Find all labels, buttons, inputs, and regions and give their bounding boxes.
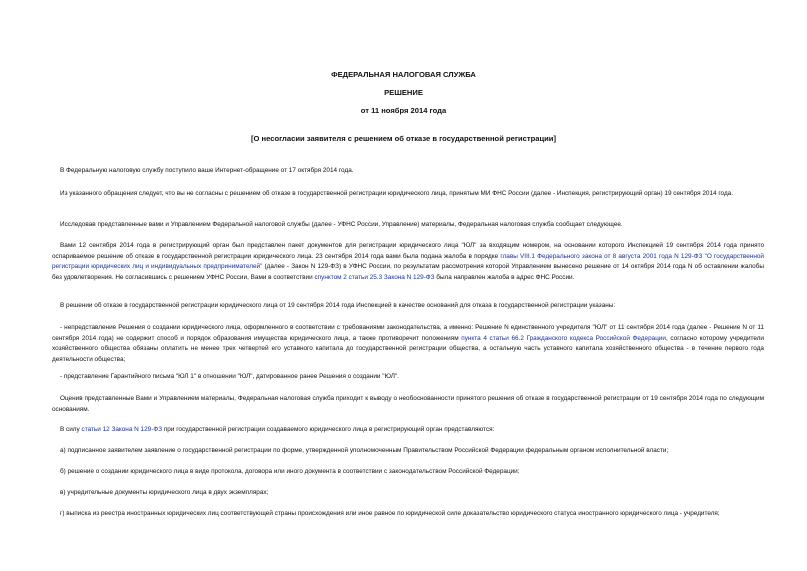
paragraph — [52, 241, 764, 283]
law-link[interactable]: пункта 4 статьи 66.2 Гражданского кодекса Российской Федерации — [461, 334, 666, 342]
paragraph-text: - непредставление Решения о создании юридического лица, оформленного в соответствии с требованиями законодательства, а именно: Решение N единственного учредителя "ЮЛ" от 11 сентября 2014 года (далее - Решение N от 11 сентября 2014 года) не содержит способ и порядок образования имущества юридического лица, а также противоречит положениям — [52, 324, 764, 342]
paragraph: Из указанного обращения следует, что вы не согласны с решением об отказе в государственной регистрации юридического лица, принятым МИ ФНС России (далее - Инспекция, регистрирующий орган) 19 сентября 2014 года. — [60, 190, 734, 197]
paragraph-text: при государственной регистрации создаваемого юридического лица в регистрирующий орган представляются: — [162, 426, 495, 433]
paragraph-text: была направлен жалоба в адрес ФНС России. — [434, 273, 575, 281]
agency-heading: ФЕДЕРАЛЬНАЯ НАЛОГОВАЯ СЛУЖБА — [331, 70, 476, 79]
paragraph-text: В силу — [60, 426, 82, 433]
law-link[interactable]: главы VIII.1 Федерального закона от 8 августа 2001 года N 129-ФЗ "О государственной регистрации юридических лиц и индивидуальных предпринимателей" — [52, 252, 764, 270]
paragraph — [52, 323, 764, 365]
list-item: г) выписка из реестра иностранных юридических лиц соответствующей страны происхождения или иное равное по юридической силе доказательство юридического статуса иностранного юридического лица - учредителя; — [60, 510, 720, 517]
law-link[interactable]: пунктом 2 статьи 25.3 Закона N 129-ФЗ — [317, 273, 435, 281]
document-date: от 11 ноября 2014 года — [360, 106, 447, 115]
list-item: б) решение о создании юридического лица в виде протокола, договора или иного документа в соответствии с законодательством Российской Федерации; — [60, 468, 520, 475]
list-item: а) подписанное заявителем заявление о государственной регистрации по форме, утвержденной уполномоченным Правительством Российской Федерации федеральным органом исполнительной власти; — [60, 447, 669, 454]
document-subject: [О несогласии заявителя с решением об отказе в государственной регистрации] — [250, 134, 557, 143]
paragraph: В Федеральную налоговую службу поступило ваше Интернет-обращение от 17 октября 2014 года. — [60, 167, 354, 174]
paragraph-text: , согласно которому учредители хозяйственного общества обязаны оплатить не менее трех четвертей его уставного капитала до государственной регистрации общества, а остальную часть уставного капитала хозяйственного общества - в течение первого года деятельности общества; — [52, 334, 765, 363]
list-item: в) учредительные документы юридического лица в двух экземплярах; — [60, 489, 269, 496]
paragraph: Исследовав представленные вами и Управлением Федеральной налоговой службы (далее - УФНС России, Управление) материалы, Федеральная налоговая служба сообщает следующее. — [60, 221, 623, 228]
paragraph: - представление Гарантийного письма "ЮЛ 1" в отношении "ЮЛ", датированное ранее Решения о создании "ЮЛ". — [60, 373, 399, 380]
paragraph-text: (далее - Закон N 129-ФЗ) в УФНС России, по результатам рассмотрения которой Управлением вынесено решение от 14 октября 2014 года N об оставлении жалобы без удовлетворения. Не согласившись с решением УФНС России, Вами в соответствии с — [52, 263, 764, 281]
document-type: РЕШЕНИЕ — [384, 88, 423, 97]
paragraph — [52, 425, 764, 436]
paragraph: В решении об отказе в государственной регистрации юридического лица от 19 сентября 2014 года Инспекцией в качестве оснований для отказа в государственной регистрации указаны: — [60, 302, 616, 309]
law-link[interactable]: статьи 12 Закона N 129-ФЗ — [81, 426, 163, 433]
paragraph: Оценив представленные Вами и Управлением материалы, Федеральная налоговая служба приходит к выводу о необоснованности принятого решения об отказе в государственной регистрации от 19 сентября 2014 года по следующим основаниям. — [52, 395, 764, 413]
paragraph-text: Вами 12 сентября 2014 года в регистрирующий орган был представлен пакет документов для регистрации юридического лица "ЮЛ" за входящим номером, на основании которого Инспекцией 19 сентября 2014 года принято оспариваемое решение об отказе в государственной регистрации юридического лица. 23 сентября 2014 года вами была подана жалоба в порядке — [52, 242, 764, 260]
